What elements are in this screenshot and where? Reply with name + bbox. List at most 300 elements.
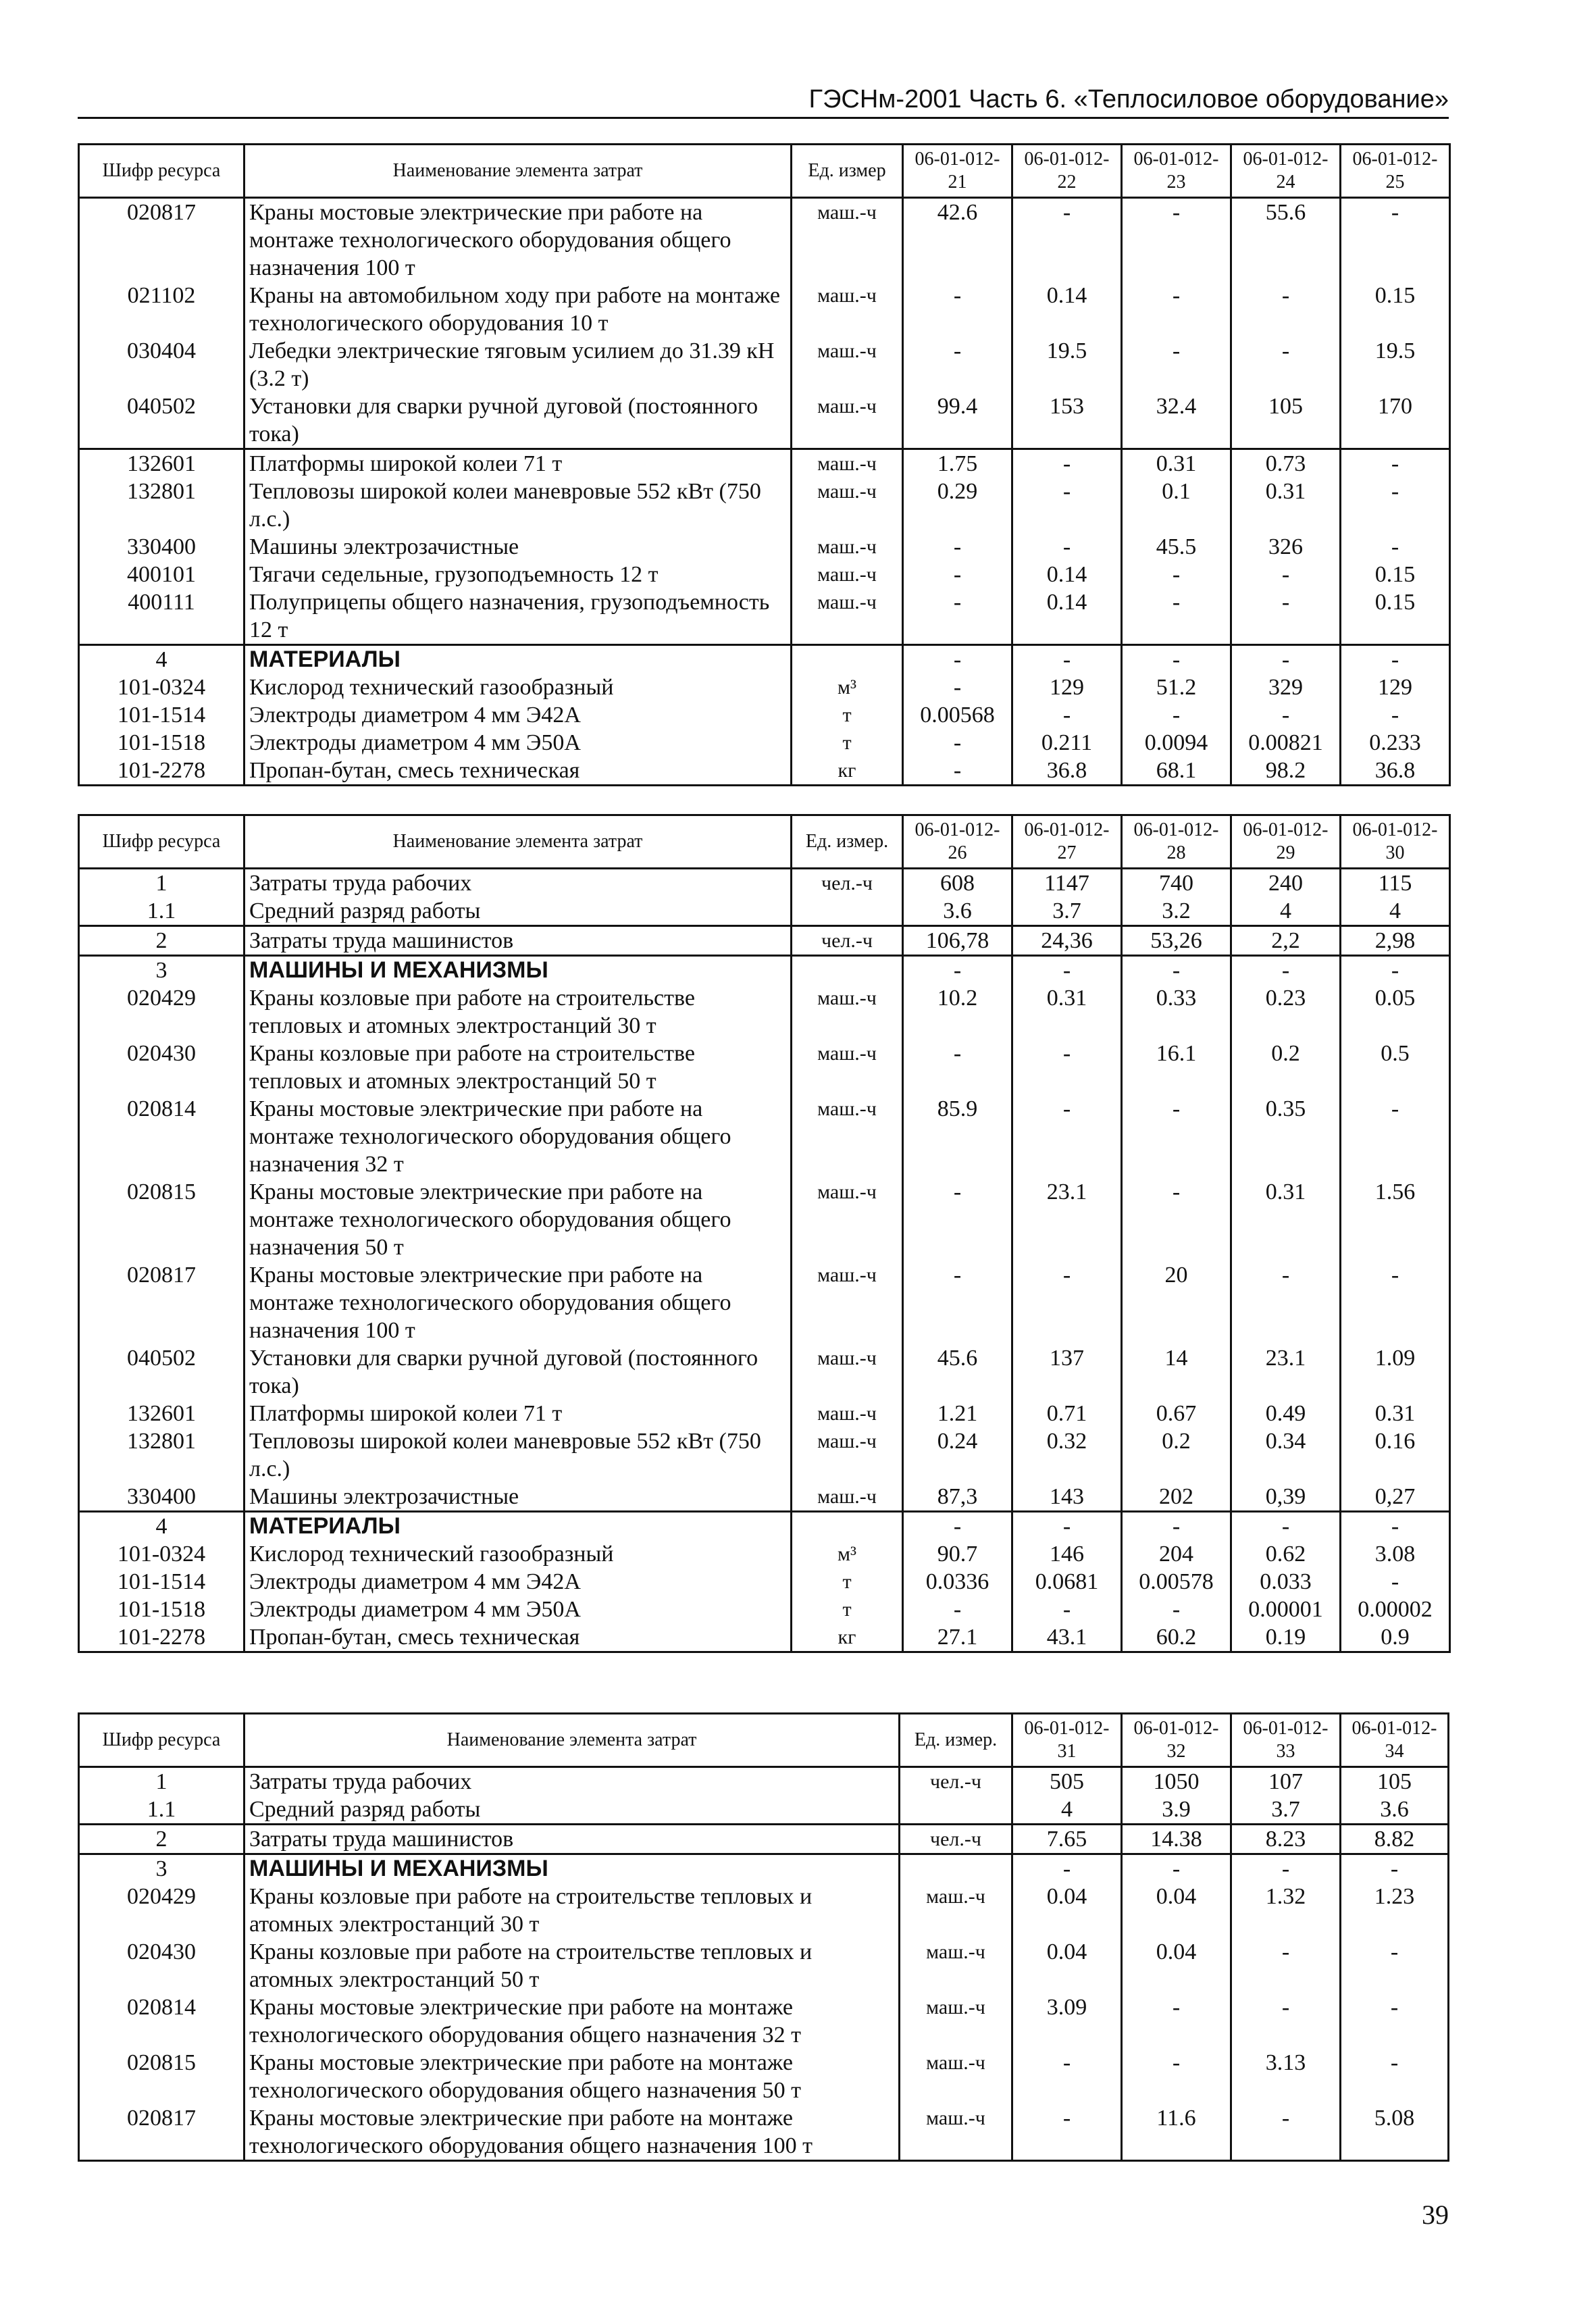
table-header-row xyxy=(79,815,1450,869)
table-row xyxy=(79,282,1450,337)
norm-value-cell: 0.33 xyxy=(1122,984,1231,1040)
resource-name-cell: Электроды диаметром 4 мм Э50А xyxy=(244,729,792,757)
norm-value-cell: 0.73 xyxy=(1231,449,1341,478)
table-row xyxy=(79,1400,1450,1427)
norm-value-cell: 3.7 xyxy=(1231,1796,1341,1825)
table-row xyxy=(79,1938,1449,1993)
norm-value-cell: - xyxy=(1122,561,1231,588)
table-row xyxy=(79,1427,1450,1483)
norm-value-cell: 608 xyxy=(903,869,1012,898)
resource-name-cell: Установки для сварки ручной дуговой (постоянного тока) xyxy=(244,1344,792,1400)
table-row xyxy=(79,1540,1450,1568)
col-header-norm: 06-01-012-23 xyxy=(1122,145,1231,198)
table-row xyxy=(79,1596,1450,1623)
col-header-norm: 06-01-012-33 xyxy=(1231,1714,1341,1767)
norm-value-cell: 0.04 xyxy=(1012,1938,1122,1993)
norm-value-cell: 85.9 xyxy=(903,1095,1012,1178)
norm-value-cell: - xyxy=(903,645,1012,674)
unit-cell xyxy=(900,1854,1012,1883)
table-row xyxy=(79,1568,1450,1596)
section-row xyxy=(79,1854,1449,1883)
norm-value-cell: - xyxy=(903,533,1012,561)
norm-value-cell: - xyxy=(1231,1261,1341,1344)
norm-value-cell: 0.31 xyxy=(1341,1400,1450,1427)
col-header-norm: 06-01-012-31 xyxy=(1012,1714,1122,1767)
table-row xyxy=(79,1883,1449,1938)
col-header-norm: 06-01-012-29 xyxy=(1231,815,1341,869)
norm-value-cell: 137 xyxy=(1012,1344,1122,1400)
unit-cell: маш.-ч xyxy=(900,1883,1012,1938)
norm-value-cell: 1050 xyxy=(1122,1767,1231,1796)
norm-value-cell: 240 xyxy=(1231,869,1341,898)
norm-value-cell: - xyxy=(903,729,1012,757)
norm-value-cell: 8.82 xyxy=(1341,1825,1449,1854)
unit-cell: маш.-ч xyxy=(792,1483,903,1512)
norm-value-cell: - xyxy=(1122,645,1231,674)
col-header-norm: 06-01-012-30 xyxy=(1341,815,1450,869)
norm-value-cell: 0,39 xyxy=(1231,1483,1341,1512)
col-header-norm: 06-01-012-25 xyxy=(1341,145,1450,198)
table-row xyxy=(79,729,1450,757)
norm-value-cell: 143 xyxy=(1012,1483,1122,1512)
unit-cell: маш.-ч xyxy=(792,561,903,588)
norm-value-cell: 16.1 xyxy=(1122,1040,1231,1095)
resource-name-cell: Машины электрозачистные xyxy=(244,533,792,561)
table-row xyxy=(79,1993,1449,2049)
norm-value-cell: 3.2 xyxy=(1122,897,1231,926)
norm-value-cell: 4 xyxy=(1012,1796,1122,1825)
norm-value-cell: - xyxy=(1341,645,1450,674)
norm-value-cell: 0.32 xyxy=(1012,1427,1122,1483)
unit-cell: маш.-ч xyxy=(792,478,903,533)
resource-name-cell: Краны козловые при работе на строительстве тепловых и атомных электростанций 50 т xyxy=(244,1938,900,1993)
unit-cell: маш.-ч xyxy=(900,1993,1012,2049)
norm-value-cell: 0.31 xyxy=(1012,984,1122,1040)
norm-value-cell: 0.00821 xyxy=(1231,729,1341,757)
norm-value-cell: - xyxy=(1012,1261,1122,1344)
resource-code-cell: 1 xyxy=(79,869,244,898)
norm-value-cell: - xyxy=(903,956,1012,985)
norm-value-cell: 8.23 xyxy=(1231,1825,1341,1854)
unit-cell: маш.-ч xyxy=(792,1040,903,1095)
norm-value-cell: - xyxy=(1341,1095,1450,1178)
norm-value-cell: 105 xyxy=(1231,392,1341,449)
unit-cell: чел.-ч xyxy=(900,1825,1012,1854)
norm-value-cell: 107 xyxy=(1231,1767,1341,1796)
col-header-unit: Ед. измер. xyxy=(792,815,903,869)
resource-name-cell: Кислород технический газообразный xyxy=(244,1540,792,1568)
norm-value-cell: 146 xyxy=(1012,1540,1122,1568)
resource-code-cell: 020815 xyxy=(79,1178,244,1261)
norm-value-cell: 14.38 xyxy=(1122,1825,1231,1854)
norm-value-cell: - xyxy=(1012,645,1122,674)
unit-cell xyxy=(792,1512,903,1541)
col-header-norm: 06-01-012-28 xyxy=(1122,815,1231,869)
resource-code-cell: 1.1 xyxy=(79,897,244,926)
unit-cell: чел.-ч xyxy=(900,1767,1012,1796)
norm-value-cell: 3.7 xyxy=(1012,897,1122,926)
resource-code-cell: 132601 xyxy=(79,449,244,478)
table-row xyxy=(79,478,1450,533)
table-row xyxy=(79,1095,1450,1178)
resource-name-cell: Краны мостовые электрические при работе на монтаже технологического оборудования общего назначения 32 т xyxy=(244,1993,900,2049)
norm-value-cell: 2,2 xyxy=(1231,926,1341,956)
table-row xyxy=(79,1178,1450,1261)
resource-name-cell: Краны на автомобильном ходу при работе на монтаже технологического оборудования 10 т xyxy=(244,282,792,337)
norm-value-cell: 0.31 xyxy=(1231,1178,1341,1261)
norm-value-cell: 3.6 xyxy=(1341,1796,1449,1825)
resource-code-cell: 1 xyxy=(79,1767,244,1796)
norm-value-cell: - xyxy=(1012,1596,1122,1623)
norm-value-cell: 0.14 xyxy=(1012,561,1122,588)
table-row xyxy=(79,1261,1450,1344)
norm-value-cell: - xyxy=(1122,337,1231,392)
norm-value-cell: 19.5 xyxy=(1012,337,1122,392)
norm-value-cell: - xyxy=(1231,1854,1341,1883)
resource-name-cell: Платформы широкой колеи 71 т xyxy=(244,1400,792,1427)
norm-value-cell: 3.9 xyxy=(1122,1796,1231,1825)
norm-value-cell: 0.15 xyxy=(1341,282,1450,337)
norm-value-cell: 99.4 xyxy=(903,392,1012,449)
resource-code-cell: 3 xyxy=(79,956,244,985)
norm-value-cell: 0.00578 xyxy=(1122,1568,1231,1596)
resource-name-cell: МАШИНЫ И МЕХАНИЗМЫ xyxy=(244,956,792,985)
norm-value-cell: - xyxy=(1341,956,1450,985)
resource-code-cell: 030404 xyxy=(79,337,244,392)
unit-cell: маш.-ч xyxy=(792,1178,903,1261)
col-header-unit: Ед. измер. xyxy=(900,1714,1012,1767)
resource-name-cell: Затраты труда рабочих xyxy=(244,869,792,898)
norm-value-cell: - xyxy=(1012,1512,1122,1541)
norm-value-cell: - xyxy=(1012,533,1122,561)
resource-code-cell: 020817 xyxy=(79,198,244,282)
norm-value-cell: - xyxy=(1341,701,1450,729)
unit-cell xyxy=(792,897,903,926)
norm-value-cell: - xyxy=(1231,1512,1341,1541)
unit-cell xyxy=(900,1796,1012,1825)
norm-value-cell: - xyxy=(1231,701,1341,729)
resource-name-cell: Тепловозы широкой колеи маневровые 552 кВт (750 л.с.) xyxy=(244,1427,792,1483)
resource-name-cell: Машины электрозачистные xyxy=(244,1483,792,1512)
norm-value-cell: 53,26 xyxy=(1122,926,1231,956)
norm-value-cell: 0.2 xyxy=(1231,1040,1341,1095)
norm-value-cell: 98.2 xyxy=(1231,757,1341,786)
norm-value-cell: - xyxy=(1122,1512,1231,1541)
resource-name-cell: Краны мостовые электрические при работе на монтаже технологического оборудования общего назначения 100 т xyxy=(244,2104,900,2161)
resource-name-cell: Электроды диаметром 4 мм Э42А xyxy=(244,1568,792,1596)
table-row xyxy=(79,533,1450,561)
norm-value-cell: - xyxy=(1122,956,1231,985)
col-header-unit: Ед. измер xyxy=(792,145,903,198)
norm-value-cell: - xyxy=(1122,1993,1231,2049)
resource-code-cell: 132801 xyxy=(79,1427,244,1483)
unit-cell: маш.-ч xyxy=(792,1344,903,1400)
resource-code-cell: 101-2278 xyxy=(79,1623,244,1652)
resource-name-cell: Тепловозы широкой колеи маневровые 552 кВт (750 л.с.) xyxy=(244,478,792,533)
resource-code-cell: 021102 xyxy=(79,282,244,337)
norm-value-cell: 0.211 xyxy=(1012,729,1122,757)
norm-value-cell: - xyxy=(1231,282,1341,337)
norm-value-cell: 0.31 xyxy=(1122,449,1231,478)
norm-value-cell: 3.09 xyxy=(1012,1993,1122,2049)
unit-cell: т xyxy=(792,729,903,757)
col-header-name: Наименование элемента затрат xyxy=(244,145,792,198)
norm-value-cell: 0.23 xyxy=(1231,984,1341,1040)
norm-value-cell: - xyxy=(903,1040,1012,1095)
norm-value-cell: - xyxy=(1122,1854,1231,1883)
norm-value-cell: - xyxy=(1122,282,1231,337)
resource-name-cell: Пропан-бутан, смесь техническая xyxy=(244,757,792,786)
unit-cell: маш.-ч xyxy=(792,337,903,392)
col-header-norm: 06-01-012-22 xyxy=(1012,145,1122,198)
norm-value-cell: 0.49 xyxy=(1231,1400,1341,1427)
norm-value-cell: 36.8 xyxy=(1012,757,1122,786)
norm-value-cell: - xyxy=(1231,561,1341,588)
unit-cell: маш.-ч xyxy=(792,984,903,1040)
page-header-title: ГЭСНм-2001 Часть 6. «Теплосиловое оборудование» xyxy=(808,85,1449,113)
resource-table-1 xyxy=(78,143,1451,786)
norm-value-cell: 5.08 xyxy=(1341,2104,1449,2161)
norm-value-cell: - xyxy=(903,588,1012,645)
norm-value-cell: 740 xyxy=(1122,869,1231,898)
norm-value-cell: - xyxy=(1122,588,1231,645)
resource-name-cell: Краны мостовые электрические при работе на монтаже технологического оборудования общего назначения 50 т xyxy=(244,1178,792,1261)
norm-value-cell: 60.2 xyxy=(1122,1623,1231,1652)
col-header-norm: 06-01-012-26 xyxy=(903,815,1012,869)
norm-value-cell: - xyxy=(1122,1178,1231,1261)
norm-value-cell: - xyxy=(903,1596,1012,1623)
norm-value-cell: 27.1 xyxy=(903,1623,1012,1652)
table-row xyxy=(79,561,1450,588)
norm-value-cell: - xyxy=(1122,198,1231,282)
norm-value-cell: - xyxy=(1012,1040,1122,1095)
unit-cell: маш.-ч xyxy=(900,2049,1012,2104)
resource-code-cell: 101-1514 xyxy=(79,1568,244,1596)
norm-value-cell: - xyxy=(903,561,1012,588)
resource-code-cell: 101-0324 xyxy=(79,1540,244,1568)
unit-cell: м³ xyxy=(792,673,903,701)
norm-value-cell: - xyxy=(903,1261,1012,1344)
col-header-code: Шифр ресурса xyxy=(79,815,244,869)
norm-value-cell: 51.2 xyxy=(1122,673,1231,701)
norm-value-cell: 0.5 xyxy=(1341,1040,1450,1095)
norm-value-cell: 3.13 xyxy=(1231,2049,1341,2104)
section-row xyxy=(79,645,1450,674)
norm-value-cell: - xyxy=(1341,1993,1449,2049)
norm-value-cell: 2,98 xyxy=(1341,926,1450,956)
norm-value-cell: 1.09 xyxy=(1341,1344,1450,1400)
norm-value-cell: 0.0094 xyxy=(1122,729,1231,757)
col-header-norm: 06-01-012-24 xyxy=(1231,145,1341,198)
resource-table-2 xyxy=(78,814,1451,1653)
norm-value-cell: 0.14 xyxy=(1012,588,1122,645)
norm-value-cell: 1.21 xyxy=(903,1400,1012,1427)
resource-name-cell: Краны козловые при работе на строительстве тепловых и атомных электростанций 30 т xyxy=(244,984,792,1040)
norm-value-cell: 0.04 xyxy=(1122,1883,1231,1938)
table-row xyxy=(79,1483,1450,1512)
norm-value-cell: - xyxy=(1341,533,1450,561)
resource-code-cell: 132601 xyxy=(79,1400,244,1427)
norm-value-cell: 505 xyxy=(1012,1767,1122,1796)
norm-value-cell: 0.05 xyxy=(1341,984,1450,1040)
resource-code-cell: 040502 xyxy=(79,392,244,449)
unit-cell: маш.-ч xyxy=(792,533,903,561)
norm-value-cell: - xyxy=(1122,2049,1231,2104)
norm-value-cell: 0.00002 xyxy=(1341,1596,1450,1623)
norm-value-cell: 0.2 xyxy=(1122,1427,1231,1483)
table-row xyxy=(79,673,1450,701)
col-header-norm: 06-01-012-32 xyxy=(1122,1714,1231,1767)
resource-name-cell: МАШИНЫ И МЕХАНИЗМЫ xyxy=(244,1854,900,1883)
norm-value-cell: - xyxy=(1012,701,1122,729)
resource-code-cell: 020429 xyxy=(79,984,244,1040)
norm-value-cell: - xyxy=(1341,1512,1450,1541)
table-row xyxy=(79,392,1450,449)
unit-cell: маш.-ч xyxy=(792,449,903,478)
resource-code-cell: 2 xyxy=(79,926,244,956)
norm-value-cell: 329 xyxy=(1231,673,1341,701)
norm-value-cell: 24,36 xyxy=(1012,926,1122,956)
unit-cell: т xyxy=(792,701,903,729)
norm-value-cell: 129 xyxy=(1341,673,1450,701)
col-header-code: Шифр ресурса xyxy=(79,1714,244,1767)
resource-code-cell: 020814 xyxy=(79,1993,244,2049)
unit-cell: маш.-ч xyxy=(792,1095,903,1178)
norm-value-cell: 115 xyxy=(1341,869,1450,898)
norm-value-cell: 7.65 xyxy=(1012,1825,1122,1854)
norm-value-cell: - xyxy=(903,1512,1012,1541)
norm-value-cell: - xyxy=(1012,2104,1122,2161)
resource-code-cell: 101-1518 xyxy=(79,1596,244,1623)
resource-name-cell: Электроды диаметром 4 мм Э42А xyxy=(244,701,792,729)
resource-code-cell: 020814 xyxy=(79,1095,244,1178)
norm-value-cell: - xyxy=(1012,1095,1122,1178)
unit-cell: м³ xyxy=(792,1540,903,1568)
table-row xyxy=(79,757,1450,786)
norm-value-cell: 0.033 xyxy=(1231,1568,1341,1596)
norm-value-cell: 0.34 xyxy=(1231,1427,1341,1483)
norm-value-cell: 0.0681 xyxy=(1012,1568,1122,1596)
norm-value-cell: - xyxy=(1012,956,1122,985)
resource-name-cell: Лебедки электрические тяговым усилием до 31.39 кН (3.2 т) xyxy=(244,337,792,392)
table-row xyxy=(79,1040,1450,1095)
norm-value-cell: - xyxy=(1341,1568,1450,1596)
unit-cell: маш.-ч xyxy=(900,1938,1012,1993)
resource-name-cell: Средний разряд работы xyxy=(244,897,792,926)
resource-name-cell: Краны мостовые электрические при работе на монтаже технологического оборудования общего назначения 50 т xyxy=(244,2049,900,2104)
norm-value-cell: 90.7 xyxy=(903,1540,1012,1568)
norm-value-cell: - xyxy=(1012,478,1122,533)
norm-value-cell: 0.16 xyxy=(1341,1427,1450,1483)
resource-code-cell: 1.1 xyxy=(79,1796,244,1825)
table-row xyxy=(79,897,1450,926)
norm-value-cell: - xyxy=(1341,1854,1449,1883)
col-header-norm: 06-01-012-34 xyxy=(1341,1714,1449,1767)
norm-value-cell: 68.1 xyxy=(1122,757,1231,786)
resource-name-cell: Затраты труда рабочих xyxy=(244,1767,900,1796)
unit-cell: кг xyxy=(792,1623,903,1652)
table-row xyxy=(79,1623,1450,1652)
norm-value-cell: 1.32 xyxy=(1231,1883,1341,1938)
norm-value-cell: 0.19 xyxy=(1231,1623,1341,1652)
norm-value-cell: 105 xyxy=(1341,1767,1449,1796)
norm-value-cell: 45.5 xyxy=(1122,533,1231,561)
resource-code-cell: 101-1514 xyxy=(79,701,244,729)
norm-value-cell: 0.1 xyxy=(1122,478,1231,533)
norm-value-cell: - xyxy=(1341,2049,1449,2104)
table-row xyxy=(79,337,1450,392)
norm-value-cell: 202 xyxy=(1122,1483,1231,1512)
unit-cell: маш.-ч xyxy=(900,2104,1012,2161)
norm-value-cell: - xyxy=(1231,645,1341,674)
resource-code-cell: 4 xyxy=(79,645,244,674)
norm-value-cell: - xyxy=(1012,198,1122,282)
col-header-name: Наименование элемента затрат xyxy=(244,1714,900,1767)
resource-code-cell: 2 xyxy=(79,1825,244,1854)
norm-value-cell: - xyxy=(1341,449,1450,478)
norm-value-cell: 43.1 xyxy=(1012,1623,1122,1652)
norm-value-cell: 23.1 xyxy=(1012,1178,1122,1261)
norm-value-cell: - xyxy=(903,757,1012,786)
norm-value-cell: 1.75 xyxy=(903,449,1012,478)
section-row xyxy=(79,1512,1450,1541)
norm-value-cell: - xyxy=(1122,1095,1231,1178)
section-row xyxy=(79,956,1450,985)
table-row xyxy=(79,588,1450,645)
norm-value-cell: 0.233 xyxy=(1341,729,1450,757)
table-row xyxy=(79,869,1450,898)
norm-value-cell: 1.56 xyxy=(1341,1178,1450,1261)
table-row xyxy=(79,2104,1449,2161)
resource-code-cell: 132801 xyxy=(79,478,244,533)
resource-name-cell: Средний разряд работы xyxy=(244,1796,900,1825)
table-row xyxy=(79,2049,1449,2104)
norm-value-cell: 0,27 xyxy=(1341,1483,1450,1512)
table-row xyxy=(79,1767,1449,1796)
resource-name-cell: Затраты труда машинистов xyxy=(244,1825,900,1854)
norm-value-cell: 0.71 xyxy=(1012,1400,1122,1427)
resource-name-cell: Электроды диаметром 4 мм Э50А xyxy=(244,1596,792,1623)
norm-value-cell: 0.04 xyxy=(1012,1883,1122,1938)
resource-code-cell: 020817 xyxy=(79,1261,244,1344)
norm-value-cell: 10.2 xyxy=(903,984,1012,1040)
unit-cell: маш.-ч xyxy=(792,1261,903,1344)
table-row xyxy=(79,1825,1449,1854)
norm-value-cell: - xyxy=(1012,2049,1122,2104)
resource-code-cell: 400111 xyxy=(79,588,244,645)
norm-value-cell: 11.6 xyxy=(1122,2104,1231,2161)
page-header xyxy=(78,78,1449,119)
resource-code-cell: 020815 xyxy=(79,2049,244,2104)
norm-value-cell: 0.00001 xyxy=(1231,1596,1341,1623)
resource-code-cell: 040502 xyxy=(79,1344,244,1400)
norm-value-cell: 0.15 xyxy=(1341,561,1450,588)
unit-cell: маш.-ч xyxy=(792,282,903,337)
resource-name-cell: Краны мостовые электрические при работе на монтаже технологического оборудования общего назначения 32 т xyxy=(244,1095,792,1178)
resource-name-cell: Затраты труда машинистов xyxy=(244,926,792,956)
norm-value-cell: 0.15 xyxy=(1341,588,1450,645)
norm-value-cell: 23.1 xyxy=(1231,1344,1341,1400)
table-row xyxy=(79,1344,1450,1400)
norm-value-cell: 0.24 xyxy=(903,1427,1012,1483)
unit-cell: маш.-ч xyxy=(792,1400,903,1427)
norm-value-cell: 19.5 xyxy=(1341,337,1450,392)
norm-value-cell: 1.23 xyxy=(1341,1883,1449,1938)
norm-value-cell: 204 xyxy=(1122,1540,1231,1568)
norm-value-cell: 14 xyxy=(1122,1344,1231,1400)
resource-name-cell: Краны козловые при работе на строительстве тепловых и атомных электростанций 30 т xyxy=(244,1883,900,1938)
unit-cell: маш.-ч xyxy=(792,1427,903,1483)
